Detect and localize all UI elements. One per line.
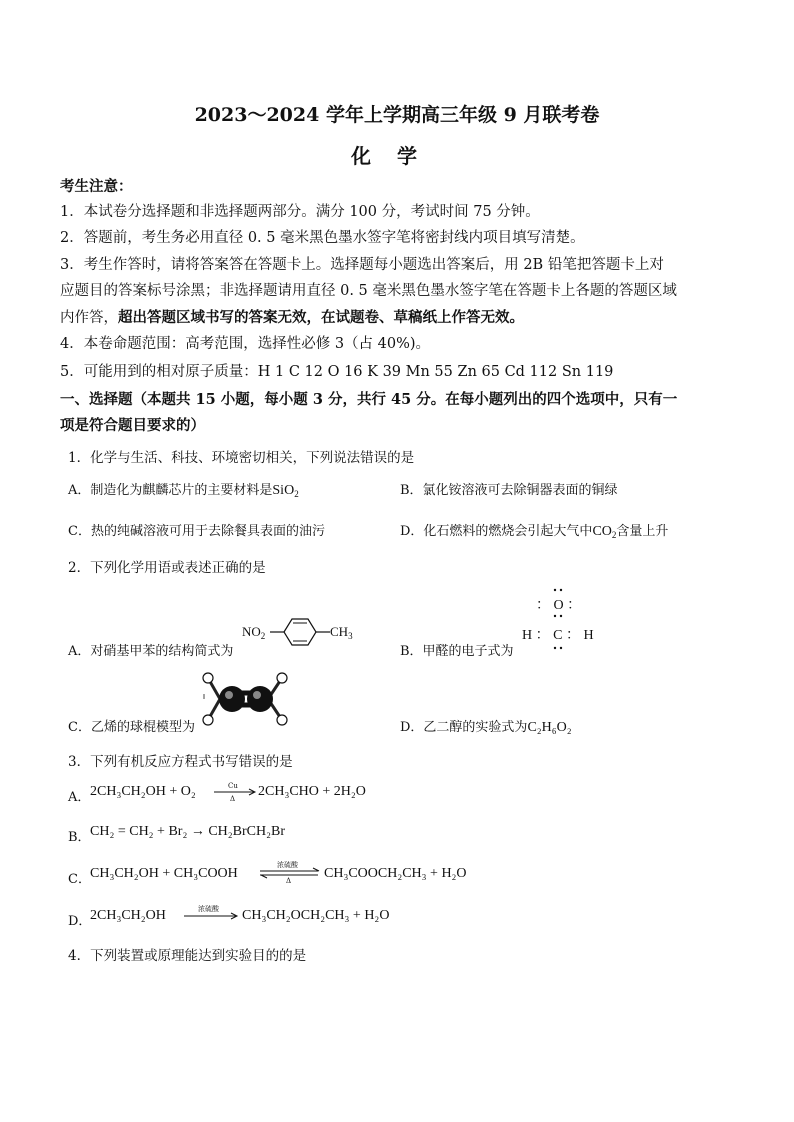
equation-c-right: CH₃COOCH₂CH₃ + H₂O [324,866,467,881]
section-heading-cont: 项是符合题目要求的） [60,417,205,434]
equation-d-catalyst: 浓硫酸 [198,905,219,913]
notice-item-2: 2．答题前，考生务必用直径 0. 5 毫米黑色墨水签字笔将密封线内项目填写清楚。 [60,230,585,246]
question-2-option-c-label: C．乙烯的球棍模型为 [68,720,195,735]
section-heading: 一、选择题（本题共 15 小题，每小题 3 分，共行 45 分。在每小题列出的四个选项中，只有一 [60,391,678,408]
question-1-option-c: C．热的纯碱溶液可用于去除餐具表面的油污 [68,524,325,539]
nitro-group-label: $NO_2$ [242,624,266,641]
notice-item-1: 1．本试卷分选择题和非选择题两部分。满分 100 分，考试时间 75 分钟。 [60,204,540,220]
equation-c-heat: Δ [286,877,292,885]
benzene-ring-diagram [268,614,338,650]
question-2-stem: 2．下列化学用语或表述正确的是 [68,560,266,576]
question-2-option-d: D．乙二醇的实验式为C₂H₆O₂ [400,720,572,735]
electron-formula-top-line: ： O ： [536,598,582,613]
equation-a-heat: Δ [230,795,236,803]
question-4-stem: 4．下列装置或原理能达到实验目的的是 [68,948,307,964]
question-2-option-a-label: A．对硝基甲苯的结构简式为 [68,644,234,659]
question-1-stem: 1．化学与生活、科技、环境密切相关，下列说法错误的是 [68,450,415,466]
question-3-stem: 3．下列有机反应方程式书写错误的是 [68,754,293,770]
question-3-option-c-label: C． [68,872,91,887]
question-1-option-d: D．化石燃料的燃烧会引起大气中$CO_2$含量上升 [400,524,669,540]
equation-a-catalyst: Cu [228,782,238,790]
subject-title: 化学 [351,144,443,168]
question-1-option-a: A．制造化为麒麟芯片的主要材料是SiO$_2$ [68,483,299,499]
notice-item-5: 5．可能用到的相对原子质量：H 1 C 12 O 16 K 39 Mn 55 Zn 65 Cd 112 Sn 119 [60,364,614,380]
electron-formula-mid-line: H ： C ： H [522,628,594,643]
question-2-option-b-label: B．甲醛的电子式为 [400,644,514,659]
notice-item-4: 4．本卷命题范围：高考范围，选择性必修 3（占 40%)。 [60,336,431,352]
equation-d-left: 2CH₃CH₂OH [90,908,166,923]
notice-item-3-cont: 应题目的答案标号涂黑；非选择题请用直径 0. 5 毫米黑色墨水签字笔在答题卡上各题的答题区域 [60,283,677,299]
notice-heading: 考生注意： [60,178,133,195]
question-3-option-a-label: A． [68,790,91,805]
question-3-option-d-label: D． [68,914,92,929]
notice-item-3-end: 内作答，超出答题区域书写的答案无效，在试题卷、草稿纸上作答无效。 [60,309,524,326]
notice-item-3: 3．考生作答时，请将答案答在答题卡上。选择题每小题选出答案后，用 2B 铅笔把答题卡上对 [60,257,664,273]
equation-c-catalyst: 浓硫酸 [277,861,298,869]
equation-a-left: 2CH₃CH₂OH + O₂ [90,784,196,799]
question-3-option-b-label: B． [68,830,91,845]
methyl-group-label: $CH_3$ [330,624,353,641]
equation-a-right: 2CH₃CHO + 2H₂O [258,784,366,799]
equation-d-right: CH₃CH₂OCH₂CH₃ + H₂O [242,908,390,923]
ethylene-ball-stick-model [196,668,306,730]
equation-b: CH₂ = CH₂ + Br₂ → CH₂BrCH₂Br [90,824,285,839]
question-1-option-b: B．氯化铵溶液可去除铜器表面的铜绿 [400,483,618,498]
exam-title: 2023～2024 学年上学期高三年级 9 月联考卷 [194,104,600,126]
equation-c-left: CH₃CH₂OH + CH₃COOH [90,866,238,881]
